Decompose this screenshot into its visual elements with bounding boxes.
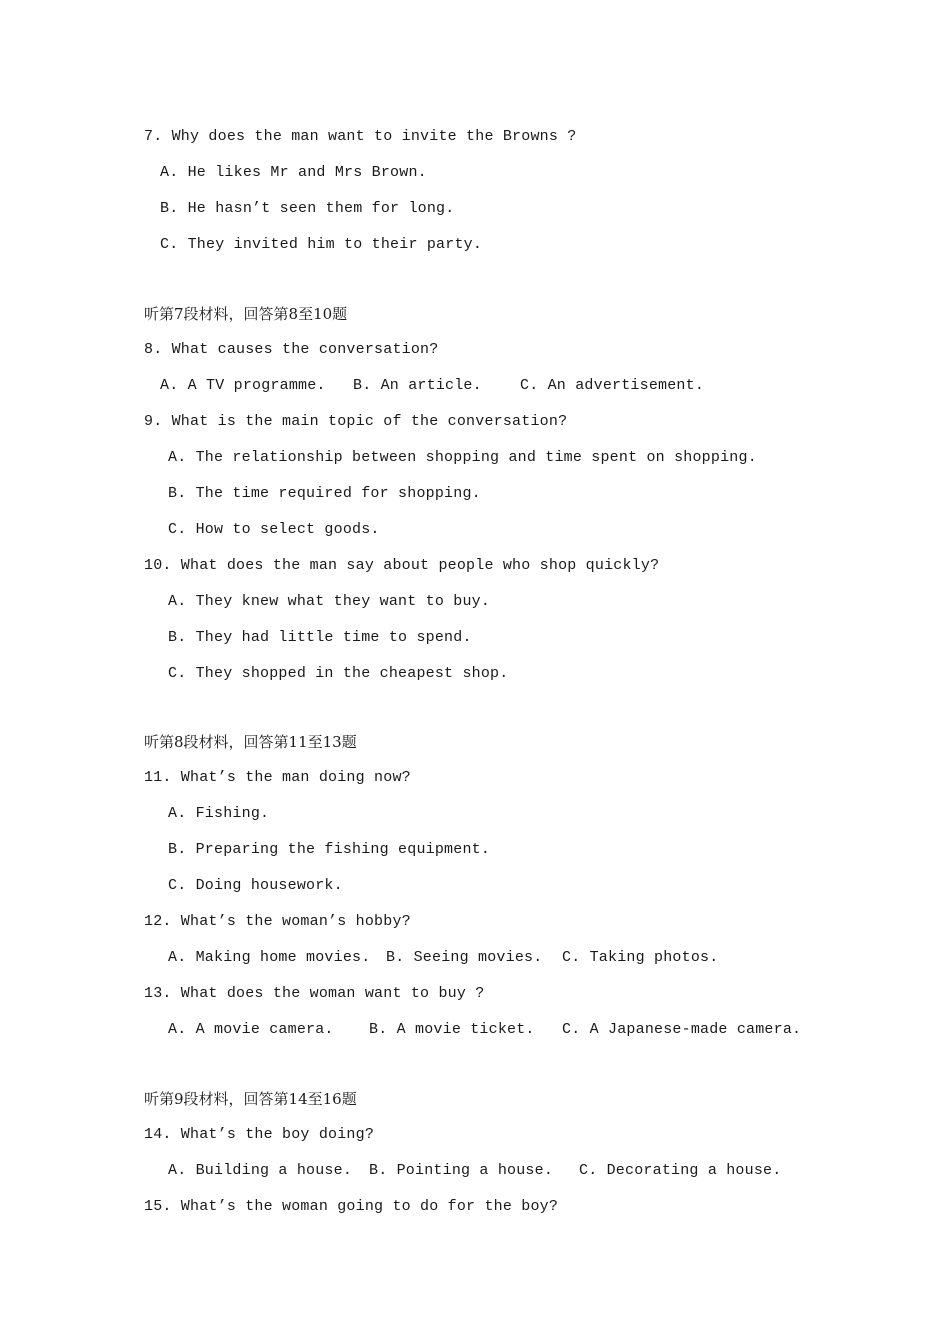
question-14: 14. What’s the boy doing? <box>144 1126 375 1143</box>
question-12: 12. What’s the woman’s hobby? <box>144 913 411 930</box>
question-11-option-c: C. Doing housework. <box>168 877 343 894</box>
section-heading-9: 听第9段材料，回答第14至16题 <box>144 1090 357 1108</box>
question-14-option-a: A. Building a house. <box>168 1162 353 1179</box>
question-9-option-a: A. The relationship between shopping and time spent on shopping. <box>168 449 757 466</box>
section-heading-7: 听第7段材料，回答第8至10题 <box>144 305 348 323</box>
question-14-option-b: B. Pointing a house. <box>369 1162 554 1179</box>
question-7-option-b: B. He hasn’t seen them for long. <box>160 200 455 217</box>
question-10: 10. What does the man say about people who shop quickly? <box>144 557 660 574</box>
question-11: 11. What’s the man doing now? <box>144 769 411 786</box>
question-10-option-a: A. They knew what they want to buy. <box>168 593 491 610</box>
question-10-option-b: B. They had little time to spend. <box>168 629 472 646</box>
question-7-option-a: A. He likes Mr and Mrs Brown. <box>160 164 427 181</box>
question-8-option-a: A. A TV programme. <box>160 377 326 394</box>
question-13: 13. What does the woman want to buy ? <box>144 985 485 1002</box>
question-9: 9. What is the main topic of the conversation? <box>144 413 568 430</box>
section-heading-8: 听第8段材料，回答第11至13题 <box>144 733 357 751</box>
question-8: 8. What causes the conversation? <box>144 341 439 358</box>
question-12-option-a: A. Making home movies. <box>168 949 371 966</box>
question-7: 7. Why does the man want to invite the Browns ? <box>144 128 577 145</box>
question-8-option-c: C. An advertisement. <box>520 377 705 394</box>
question-11-option-a: A. Fishing. <box>168 805 270 822</box>
question-9-option-b: B. The time required for shopping. <box>168 485 481 502</box>
question-13-option-a: A. A movie camera. <box>168 1021 334 1038</box>
question-12-option-b: B. Seeing movies. <box>386 949 543 966</box>
question-8-option-b: B. An article. <box>353 377 482 394</box>
question-13-option-b: B. A movie ticket. <box>369 1021 535 1038</box>
question-12-option-c: C. Taking photos. <box>562 949 719 966</box>
question-15: 15. What’s the woman going to do for the boy? <box>144 1198 559 1215</box>
question-10-option-c: C. They shopped in the cheapest shop. <box>168 665 509 682</box>
question-13-option-c: C. A Japanese-made camera. <box>562 1021 802 1038</box>
question-14-option-c: C. Decorating a house. <box>579 1162 782 1179</box>
question-7-option-c: C. They invited him to their party. <box>160 236 483 253</box>
question-11-option-b: B. Preparing the fishing equipment. <box>168 841 491 858</box>
question-9-option-c: C. How to select goods. <box>168 521 380 538</box>
